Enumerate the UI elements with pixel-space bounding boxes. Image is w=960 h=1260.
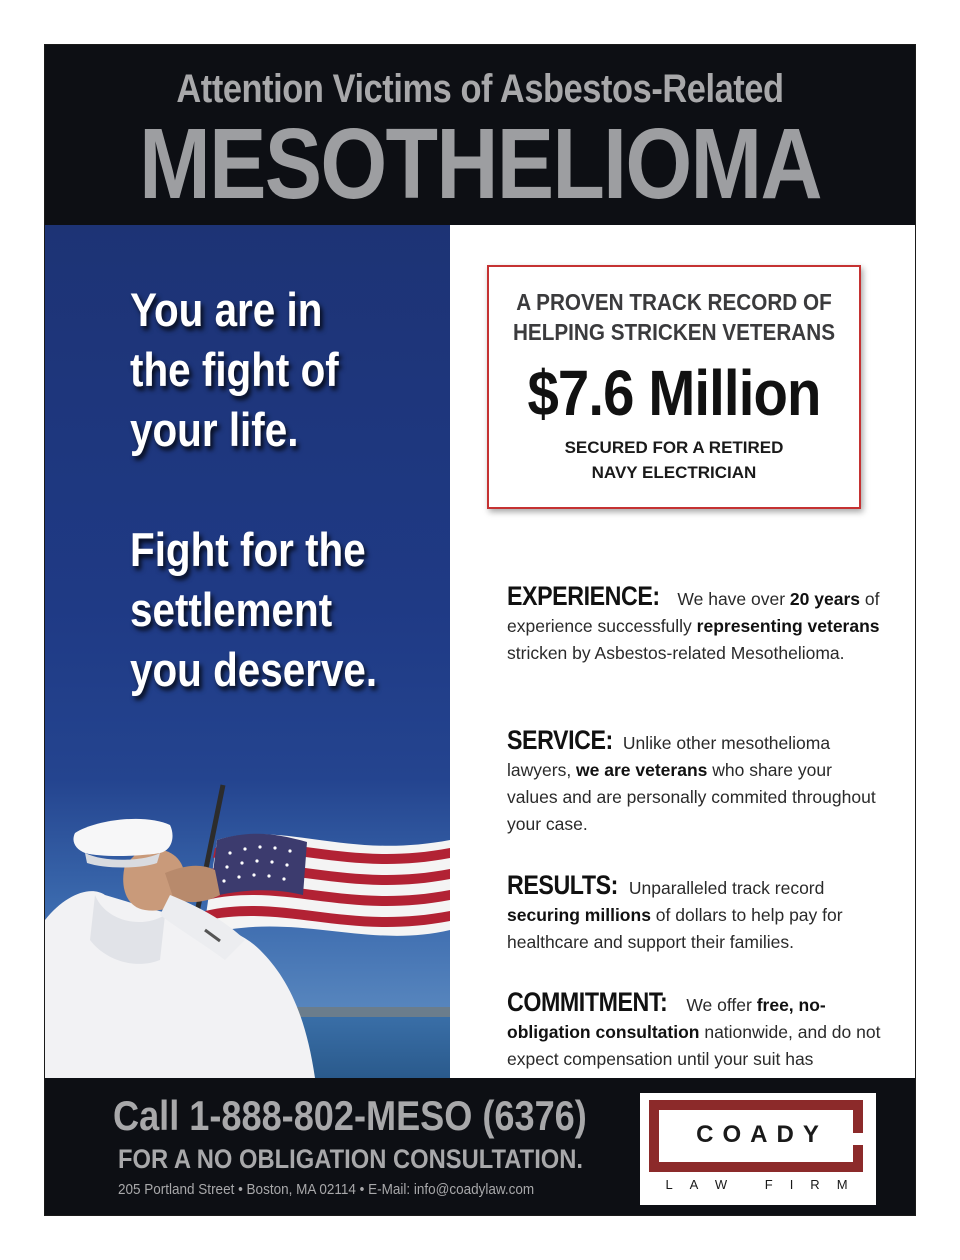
- address-email-line: 205 Portland Street • Boston, MA 02114 • E-Mail: info@coadylaw.com: [118, 1181, 535, 1198]
- results-section: [507, 872, 882, 956]
- section-emphasis: free, no-obligation consultation: [507, 995, 826, 1042]
- section-text: Unlike other mesothelioma lawyers,: [507, 733, 831, 780]
- settlement-description-line: NAVY ELECTRICIAN: [591, 463, 757, 482]
- slogan-line: your life.: [130, 403, 299, 456]
- section-text: We have over: [672, 589, 790, 609]
- track-record-title: [508, 287, 841, 347]
- flyer: [45, 45, 915, 1215]
- slogan-line: You are in: [130, 283, 323, 336]
- coady-law-firm-logo: [640, 1093, 876, 1205]
- section-emphasis: 20 years: [789, 589, 860, 609]
- slogan-fight-for-settlement: [130, 520, 377, 700]
- track-record-box: [487, 265, 861, 509]
- header-banner: [45, 45, 915, 225]
- experience-section: [507, 583, 882, 667]
- american-flag: [203, 834, 450, 936]
- logo-name: COADY: [696, 1121, 828, 1148]
- section-text: nationwide, and do not expect compensation until your suit has: [507, 1022, 881, 1069]
- footer-banner: [45, 1078, 915, 1215]
- section-heading: SERVICE:: [507, 725, 613, 755]
- settlement-description: [489, 435, 859, 485]
- track-record-title-line: A PROVEN TRACK RECORD OF: [516, 289, 832, 315]
- service-section: [507, 727, 882, 838]
- sailor-saluting-flag-photo: [45, 745, 450, 1078]
- track-record-title-line: HELPING STRICKEN VETERANS: [512, 319, 836, 345]
- consultation-tagline: FOR A NO OBLIGATION CONSULTATION.: [118, 1144, 584, 1174]
- logo-subtitle: LAW FIRM: [665, 1177, 865, 1192]
- attention-heading: Attention Victims of Asbestos-Related: [176, 67, 784, 111]
- right-panel: [450, 225, 915, 1078]
- slogan-line: settlement: [130, 583, 333, 636]
- section-text: who share your values and are personally commited throughout your case.: [507, 760, 876, 834]
- section-text: We offer: [681, 995, 757, 1015]
- slogan-line: Fight for the: [130, 523, 366, 576]
- section-heading: COMMITMENT:: [507, 987, 668, 1017]
- slogan-line: you deserve.: [130, 643, 378, 696]
- section-text: Unparalleled track record: [624, 878, 825, 898]
- section-emphasis: representing veterans: [696, 616, 880, 636]
- section-text: of experience successfully: [507, 589, 880, 636]
- main-title: MESOTHELIOMA: [139, 108, 821, 220]
- section-text: of dollars to help pay for healthcare and support their families.: [507, 905, 843, 952]
- section-heading: EXPERIENCE:: [507, 581, 660, 611]
- section-emphasis: securing millions: [507, 905, 651, 925]
- settlement-description-line: SECURED FOR A RETIRED: [564, 438, 784, 457]
- left-panel: [45, 225, 450, 1078]
- section-text: stricken by Asbestos-related Mesothelioma.: [507, 643, 845, 663]
- slogan-fight-of-life: [130, 280, 339, 460]
- settlement-amount: $7.6 Million: [527, 357, 821, 429]
- slogan-line: the fight of: [130, 343, 339, 396]
- section-emphasis: we are veterans: [576, 760, 708, 780]
- section-heading: RESULTS:: [507, 870, 618, 900]
- phone-number[interactable]: Call 1-888-802-MESO (6376): [113, 1092, 587, 1139]
